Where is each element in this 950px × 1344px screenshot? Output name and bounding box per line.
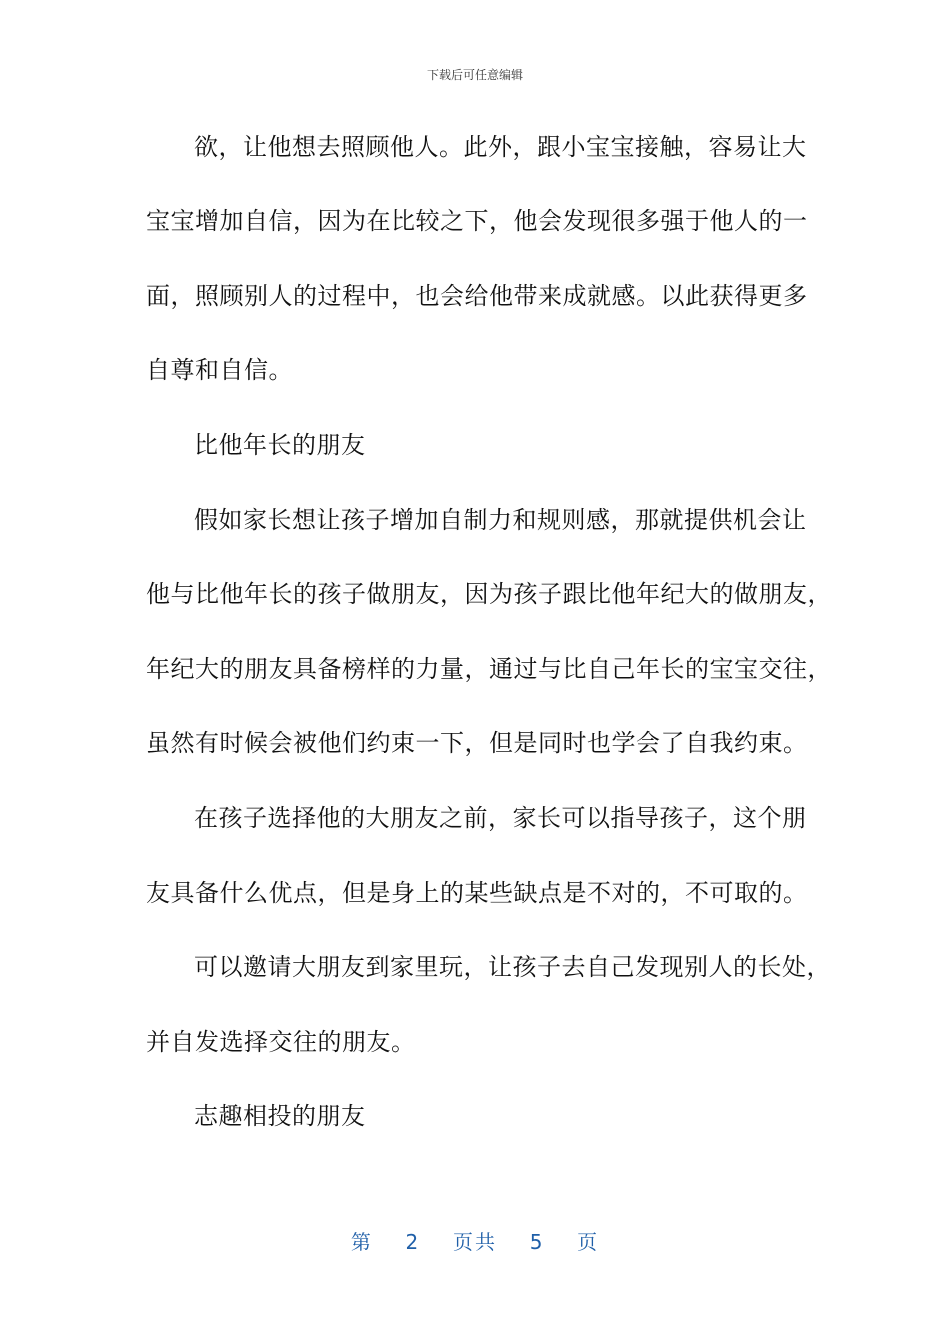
footer-prefix: 第 — [350, 1230, 373, 1254]
page-number-footer — [0, 1226, 950, 1255]
section-heading: 志趣相投的朋友 — [194, 1102, 366, 1130]
current-page-number: 2 — [405, 1230, 421, 1254]
paragraph-line: 欲，让他想去照顾他人。此外，跟小宝宝接触，容易让大 — [194, 133, 807, 161]
paragraph-line: 年纪大的朋友具备榜样的力量，通过与比自己年长的宝宝交往， — [146, 655, 832, 683]
paragraph-line: 宝宝增加自信，因为在比较之下，他会发现很多强于他人的一 — [146, 207, 808, 235]
paragraph-line: 可以邀请大朋友到家里玩，让孩子去自己发现别人的长处， — [194, 953, 831, 981]
paragraph-line: 自尊和自信。 — [146, 356, 293, 384]
paragraph-line: 在孩子选择他的大朋友之前，家长可以指导孩子，这个朋 — [194, 804, 807, 832]
total-page-number: 5 — [529, 1230, 545, 1254]
paragraph-line: 他与比他年长的孩子做朋友，因为孩子跟比他年纪大的做朋友， — [146, 580, 832, 608]
paragraph-line: 虽然有时候会被他们约束一下，但是同时也学会了自我约束。 — [146, 729, 808, 757]
page-header: 下载后可任意编辑 — [426, 68, 523, 82]
paragraph-line: 假如家长想让孩子增加自制力和规则感，那就提供机会让 — [194, 506, 807, 534]
paragraph-line: 并自发选择交往的朋友。 — [146, 1028, 416, 1056]
footer-middle: 页共 — [453, 1230, 497, 1254]
footer-suffix: 页 — [577, 1230, 600, 1254]
paragraph-line: 面，照顾别人的过程中，也会给他带来成就感。以此获得更多 — [146, 282, 808, 310]
section-heading: 比他年长的朋友 — [194, 431, 366, 459]
paragraph-line: 友具备什么优点，但是身上的某些缺点是不对的，不可取的。 — [146, 879, 808, 907]
